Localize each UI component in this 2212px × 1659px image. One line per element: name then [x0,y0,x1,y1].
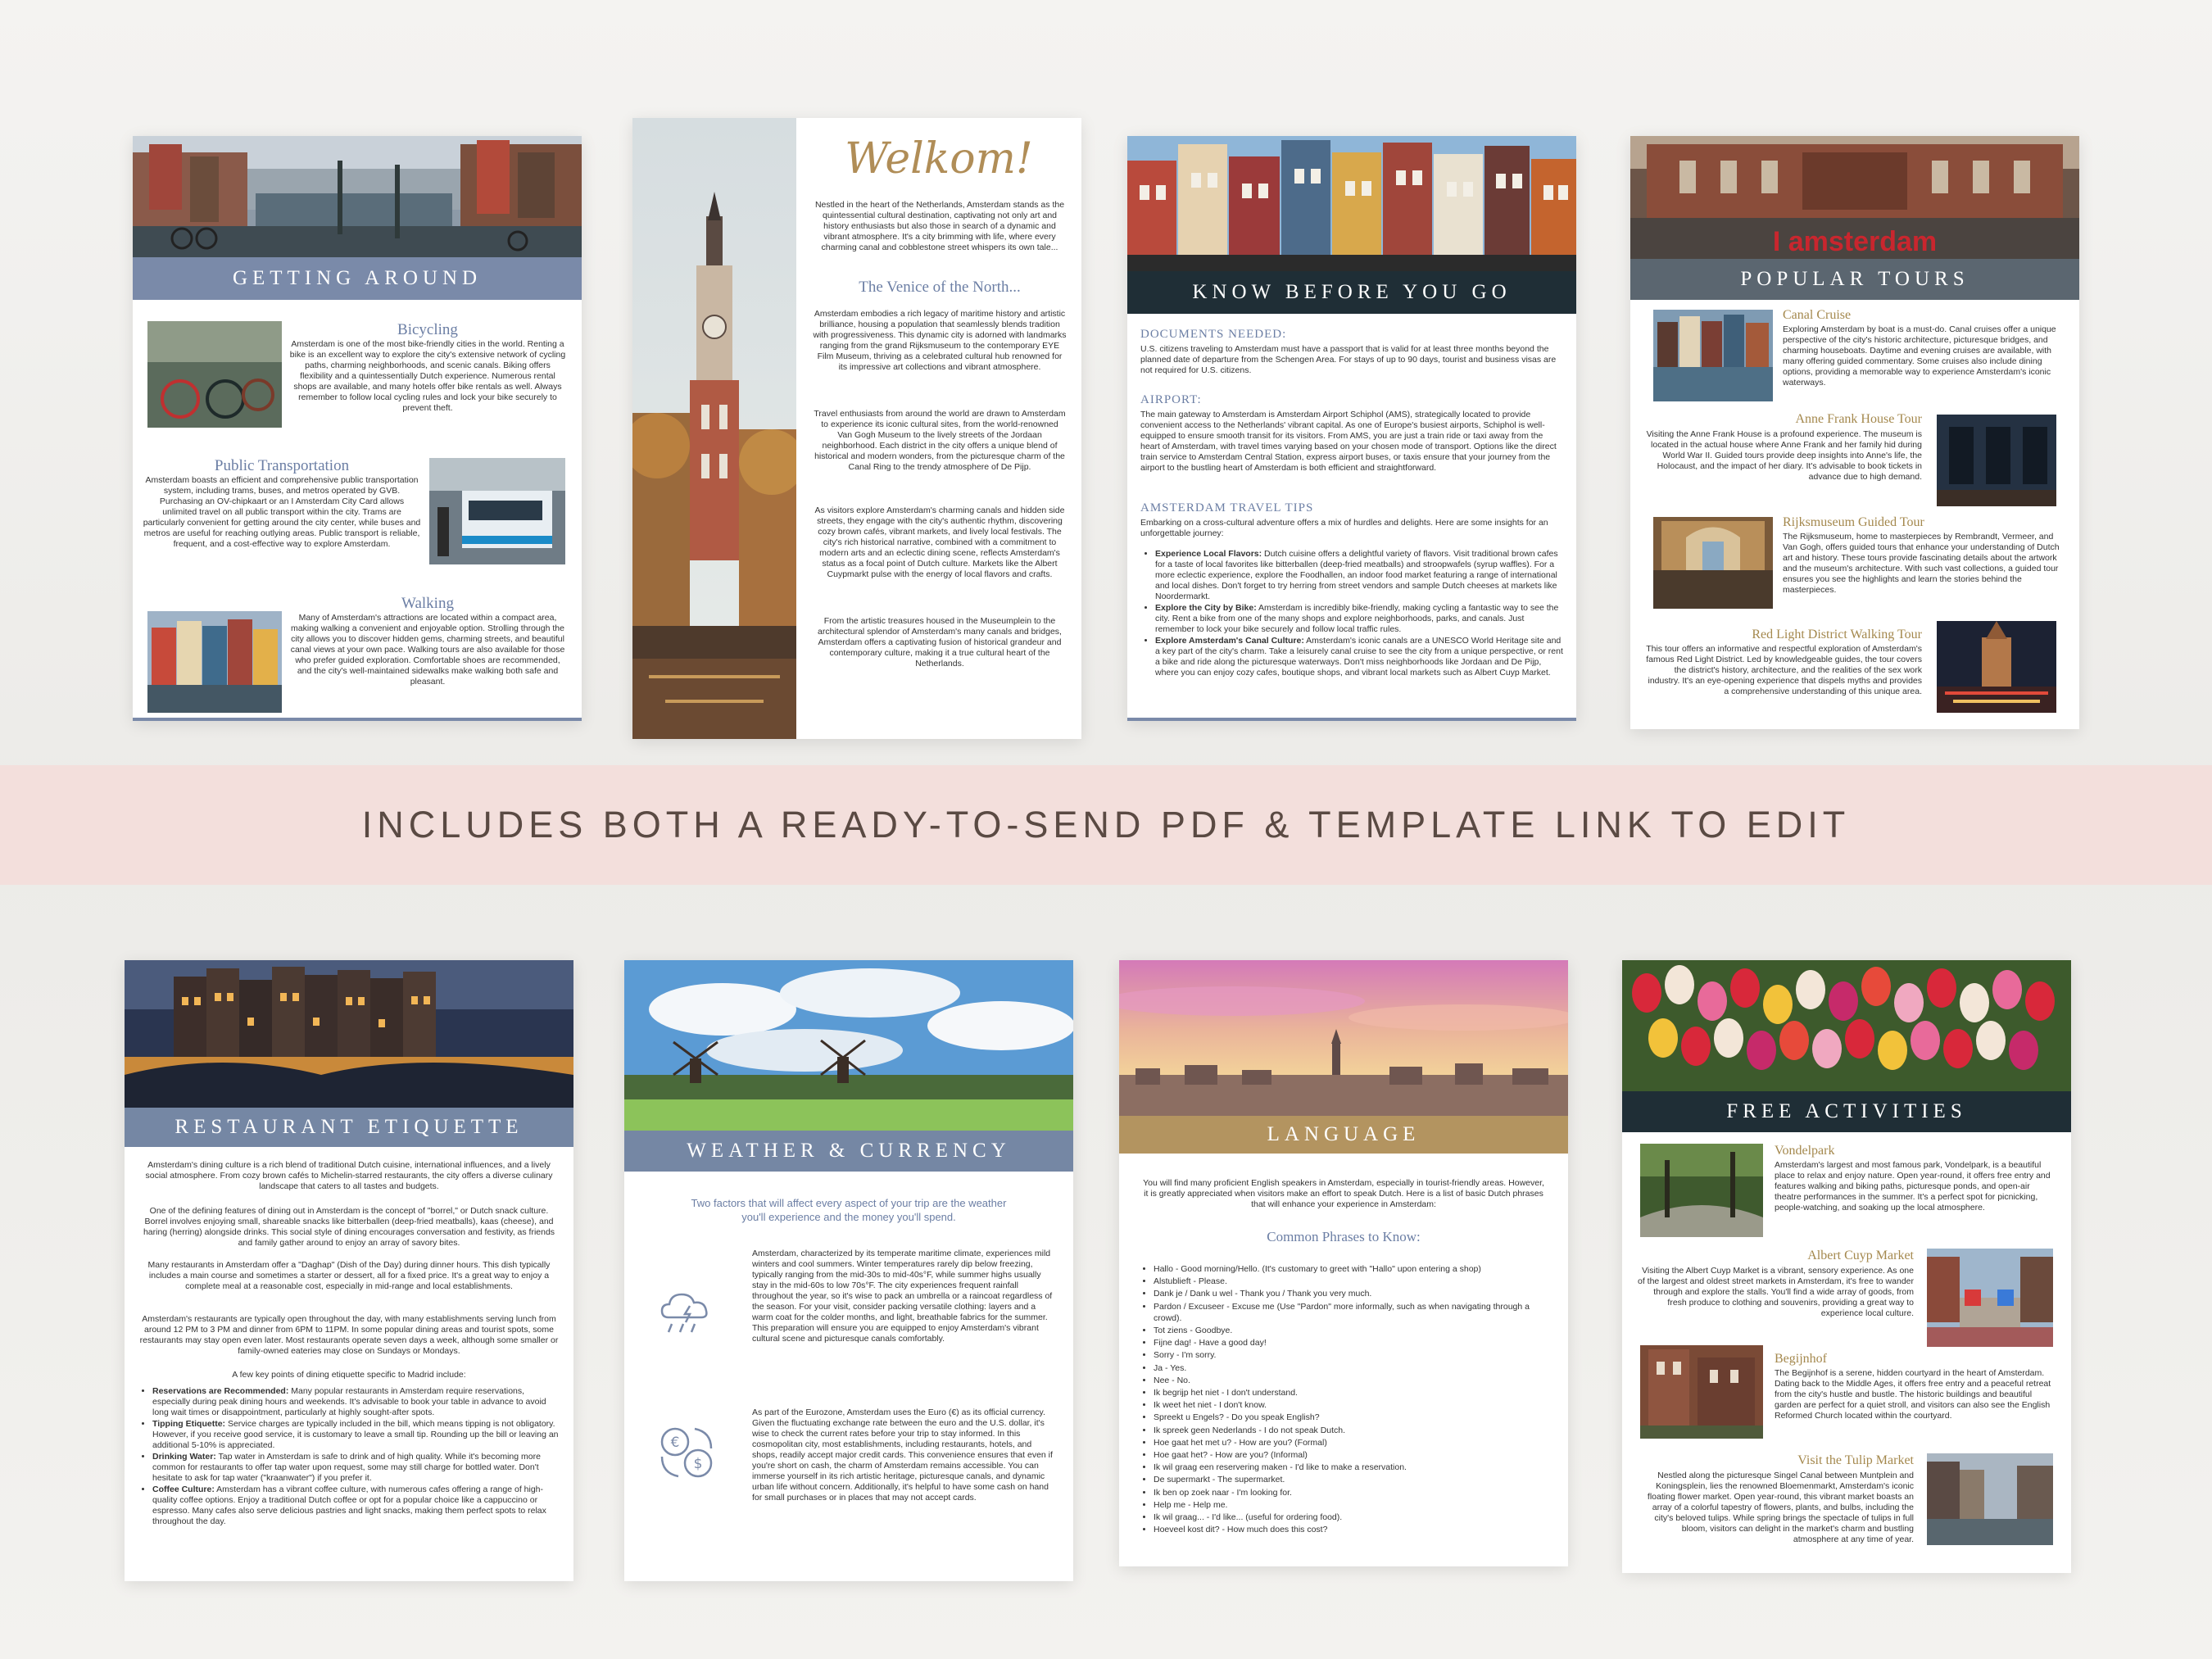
colorful-canal-houses-photo [1127,136,1576,271]
sunset-skyline-photo [1119,960,1568,1116]
walking-heading: Walking [401,595,454,612]
currency-body: As part of the Eurozone, Amsterdam uses the Euro (€) as its official currency. Given the fluctuating exchange rate between the euro and the U.S. dollar, it's wise to check the current rates before your trip to stay informed. In this cosmopolitan city, most establishments, including restaurants, hotels, and shops, readily accept major credit cards. This convenience ensures that even if you're short on cash, the charm of Amsterdam remains accessible. You can immerse yourself in its rich artistic heritage, picturesque canals, and dynamic urban life without concern. Additionally, it's helpful to have some cash on hand for small purchases or in places that may not accept cards. [752,1407,1053,1503]
vondelpark-body: Amsterdam's largest and most famous park, Vondelpark, is a beautiful place to relax and enjoy nature. Open year-round, it offers free entry and features walking and biking paths, picturesque ponds, and open-air theatre performances in the summer. It's a perfect spot for picnicking, people-watching, and soaking up the local atmosphere. [1775,1160,2051,1213]
bicycles-thumbnail [147,321,282,428]
know-before-title: KNOW BEFORE YOU GO [1127,271,1576,314]
tulip-market-body: Nestled along the picturesque Singel Canal between Muntplein and Koningsplein, lies the renowned Bloemenmarkt, Amsterdam's iconic floating flower market. Open year-round, this vibrant market boasts an array of a colorful tapestry of flowers, plants, and bulbs, including the city's beloved tulips. While spring brings the spectacle of tulips in full bloom, visitors can delight in the market's charm and bustling atmosphere at any time of year. [1647,1471,1914,1544]
free-activities-title: FREE ACTIVITIES [1622,1091,2071,1132]
phrase-item: • Help me - Help me. [1154,1499,1548,1511]
public-transport-heading: Public Transportation [214,457,350,474]
bicycling-heading: Bicycling [397,321,458,338]
red-light-thumbnail [1937,621,2056,713]
welkom-intro: Nestled in the heart of the Netherlands, Amsterdam stands as the quintessential cultural destination, captivating not only art and history enthusiasts but also those in search of a dynamic and vibrant atmosphere. It's a city brimming with life, where every charming canal and cobblestone street whispers its own tale... [814,200,1065,252]
anne-frank-thumbnail [1937,415,2056,506]
canal-houses-thumbnail [147,611,282,713]
bicycling-body: Amsterdam is one of the most bike-friendly cities in the world. Renting a bike is an excellent way to explore the city's extensive network of cycling paths, charming neighborhoods, and scenic canals. Biking offers flexibility and a quintessentially Dutch experience. Numerous rental shops are available, and many hotels offer bike rentals as well. Always remember to follow local cycling rules and lock your bike securely to prevent theft. [289,339,566,413]
restaurant-p5: A few key points of dining etiquette specific to Madrid include: [232,1370,466,1380]
weather-title: WEATHER & CURRENCY [624,1131,1073,1172]
rijksmuseum-body: The Rijksmuseum, home to masterpieces by Rembrandt, Vermeer, and Van Gogh, offers guided tours that enhance your understanding of Dutch art and history. These tours provide fascinating details about the artwork and the museum's architecture. With such vast collections, a guided tour ensures you see the highlights and learn the stories behind the masterpieces. [1783,532,2060,595]
rijksmuseum-heading: Rijksmuseum Guided Tour [1783,515,1924,529]
rijksmuseum-thumbnail [1653,517,1773,609]
phrase-item: • De supermarkt - The supermarket. [1154,1474,1548,1485]
phrase-item: • Nee - No. [1154,1375,1548,1386]
page-weather [624,960,1073,1581]
page-getting-around [133,136,582,721]
phrase-item: • Ik wil graag... - I'd like... (useful for ordering food). [1154,1512,1548,1523]
tip-item: • Explore Amsterdam's Canal Culture: Amsterdam's iconic canals are a UNESCO World Heritage site and a key part of the city's charm. Take a leisurely canal cruise to see the city from a unique perspective, or rent a bike and ride along the picturesque waterways. Don't miss neighborhoods like Jordaan and De Pijp, where you can enjoy cozy cafes, boutique shops, and vibrant local markets such as Albert Cuyp Market. [1155,636,1563,678]
welkom-p3: As visitors explore Amsterdam's charming canals and hidden side streets, they engage with the city's authentic rhythm, discovering cozy brown cafés, vibrant markets, and lively local festivals. The city's rich historical narrative, combined with a commitment to modern arts and an eclectic dining scene, reflects Amsterdam's status as a focal point of Dutch culture. Markets like the Albert Cuypmarkt pulse with the energy of local flavors and crafts. [814,505,1065,579]
canal-cruise-body: Exploring Amsterdam by boat is a must-do. Canal cruises offer a unique perspective of the city's historic architecture, picturesque bridges, and charming houseboats. Daytime and evening cruises are available, with many offering guided commentary. Some cruises also include dining options, providing a memorable way to experience Amsterdam's iconic waterways. [1783,324,2056,388]
canal-street-photo [133,136,582,257]
airport-heading: AIRPORT: [1140,393,1202,406]
page-popular-tours [1630,136,2079,729]
phrase-item: • Spreekt u Engels? - Do you speak English? [1154,1412,1548,1423]
phrase-item: • Hoe gaat het? - How are you? (Informal) [1154,1449,1548,1461]
restaurant-p1: Amsterdam's dining culture is a rich blend of traditional Dutch cuisine, international influences, and a lively social atmosphere. From cozy brown cafés to Michelin-starred restaurants, the city offers a diverse culinary landscape that caters to all tastes and budgets. [145,1160,553,1191]
banner-text: INCLUDES BOTH A READY-TO-SEND PDF & TEMPLATE LINK TO EDIT [361,804,1851,845]
page-restaurant [125,960,573,1581]
tip-item: • Experience Local Flavors: Dutch cuisine offers a delightful variety of flavors. Visit traditional brown cafes for a taste of local favorites like bitterballen (deep-fried meatballs) and stroopwafels (syrup waffles). For a more eclectic experience, explore the Foodhallen, an indoor food market featuring a range of international and local dishes. Don't forget to try herring from street vendors and sample Dutch cheeses at markets like Noordermarkt. [1155,549,1563,602]
page-know-before [1127,136,1576,721]
vondelpark-thumbnail [1640,1144,1763,1237]
phrase-item: • Tot ziens - Goodbye. [1154,1325,1548,1336]
phrase-item: • Ja - Yes. [1154,1362,1548,1374]
phrase-item: • Alstublieft - Please. [1154,1276,1548,1287]
tulip-market-thumbnail [1927,1453,2053,1545]
documents-heading: DOCUMENTS NEEDED: [1140,328,1287,341]
travel-tips-heading: AMSTERDAM TRAVEL TIPS [1140,501,1314,514]
anne-frank-heading: Anne Frank House Tour [1795,412,1922,426]
restaurant-p2: One of the defining features of dining out in Amsterdam is the concept of "borrel," or Dutch snack culture. Borrel involves enjoying small, shareable snacks like bitterballen (deep-fried meatballs), kaas (cheese), and haring (herring) alongside drinks. This social style of dining encourages conversation and festivity, as friends and family gather around to enjoy an array of savory bites. [143,1206,555,1248]
phrase-item: • Ik begrijp het niet - I don't understand. [1154,1387,1548,1398]
phrase-item: • Ik spreek geen Nederlands - I do not speak Dutch. [1154,1425,1548,1436]
includes-banner [0,765,2212,885]
begijnhof-heading: Begijnhof [1775,1352,1827,1366]
welkom-subtitle: The Venice of the North... [859,279,1021,296]
albert-cuyp-heading: Albert Cuyp Market [1807,1249,1914,1262]
welkom-p4: From the artistic treasures housed in the Museumplein to the architectural splendor of Amsterdam's many canals and bridges, Amsterdam offers a captivating fusion of historical grandeur and contemporary culture, making it a true cultural heart of the Netherlands. [818,616,1062,669]
page-language [1119,960,1568,1566]
phrase-item: • Hallo - Good morning/Hello. (It's customary to greet with "Hallo" upon entering a shop) [1154,1263,1548,1275]
phrase-item: • Sorry - I'm sorry. [1154,1349,1548,1361]
bottom-rule [1127,718,1576,721]
phrases-list [1139,1263,1548,1536]
weather-body: Amsterdam, characterized by its temperate maritime climate, experiences mild winters and cool summers. Winter temperatures rarely dip below freezing, typically ranging from the mid-30s to mid-40s°F, while summer highs usually stay in the mid-60s to low 70s°F. The city experiences frequent rainfall throughout the year, so it's wise to pack an umbrella or a raincoat regardless of the season. For your visit, consider packing versatile clothing: layers and a warm coat for the colder months, and light, breathable fabrics for the summer. This preparation will ensure you are equipped to enjoy Amsterdam's vibrant cultural scene and picturesque canals comfortably. [752,1249,1053,1344]
welkom-p1: Amsterdam embodies a rich legacy of maritime history and artistic brilliance, housing a population that seamlessly blends tradition with progressiveness. This dynamic city is adorned with landmarks ranging from the grand Rijksmuseum to the contemporary EYE Film Museum, thriving as a celebrated cultural hub renowned for its impressive art collections and vibrant atmosphere. [813,309,1067,372]
etiquette-item: • Drinking Water: Tap water in Amsterdam is safe to drink and of high quality. While it's becoming more common for restaurants to offer tap water upon request, some may still charge for bottled water. Don't hesitate to ask for tap water ("kraanwater") if you prefer it. [152,1452,560,1484]
phrase-item: • Fijne dag! - Have a good day! [1154,1337,1548,1349]
albert-cuyp-body: Visiting the Albert Cuyp Market is a vibrant, sensory experience. As one of the largest and oldest street markets in Amsterdam, it's free to wander through and explore the stalls. You'll find a wide array of goods, from fresh produce to clothing and souvenirs, providing a great way to experience local culture. [1638,1266,1914,1318]
etiquette-item: • Reservations are Recommended: Many popular restaurants in Amsterdam require reservations, especially during peak dining hours and weekends. It's advisable to book your table in advance to avoid long wait times or disappointment, particularly at highly sought-after spots. [152,1386,560,1418]
clock-tower-photo [632,118,796,739]
phrase-item: • Hoeveel kost dit? - How much does this cost? [1154,1524,1548,1535]
canal-night-photo [125,960,573,1108]
restaurant-p3: Many restaurants in Amsterdam offer a "Daghap" (Dish of the Day) during dinner hours. This dish typically includes a main course and sometimes a starter or dessert, all for a fixed price. It's a great way to enjoy a complete meal at a reasonable cost, especially in mid-range and local establishments. [147,1260,551,1291]
etiquette-item: • Tipping Etiquette: Service charges are typically included in the bill, which means tipping is not obligatory. However, if you receive good service, it is customary to leave a small tip. Rounding up the bill or leaving an additional 5-10% is appreciated. [152,1419,560,1451]
phrase-item: • Dank je / Dank u wel - Thank you / Thank you very much. [1154,1288,1548,1299]
i-amsterdam-sign: I amsterdam [1772,226,1938,257]
albert-cuyp-thumbnail [1927,1249,2053,1347]
language-title: LANGUAGE [1119,1116,1568,1154]
travel-tips-intro: Embarking on a cross-cultural adventure offers a mix of hurdles and delights. Here are some insights for an unforgettable journey: [1140,518,1548,538]
svg-text:€: € [670,1435,680,1451]
currency-exchange-icon [654,1419,719,1484]
weather-icon [654,1285,719,1342]
restaurant-bullets [138,1386,560,1528]
phrase-item: • Ik ben op zoek naar - I'm looking for. [1154,1487,1548,1498]
phrase-item: • Hoe gaat het met u? - How are you? (Formal) [1154,1437,1548,1448]
public-transport-body: Amsterdam boasts an efficient and comprehensive public transportation system, including trams, buses, and metros operated by GVB. Purchasing an OV-chipkaart or an I Amsterdam City Card allows unlimited travel on all public transport within the city. Trams are particularly convenient for getting around the city center, while buses and metros are useful for reaching outlying areas. Public transport is reliable, frequent, and a cost-effective way to explore Amsterdam. [143,475,421,549]
phrase-item: • Ik wil graag een reservering maken - I'd like to make a reservation. [1154,1462,1548,1473]
phrases-heading: Common Phrases to Know: [1267,1229,1421,1244]
red-light-body: This tour offers an informative and respectful exploration of Amsterdam's famous Red Light District. Led by knowledgeable guides, the tour covers the district's history, architecture, and the realities of the sex work industry. It's an eye-opening experience that dispels myths and provides a comprehensive understanding of this unique area. [1646,644,1922,696]
svg-text:$: $ [693,1456,703,1472]
tram-thumbnail [429,458,565,564]
phrase-item: • Pardon / Excuseer - Excuse me (Use "Pardon" more informally, such as when navigating through a crowd). [1154,1301,1548,1324]
tip-item: • Explore the City by Bike: Amsterdam is incredibly bike-friendly, making cycling a fantastic way to see the city. Rent a bike from one of the many shops and explore neighborhoods, parks, and canals. Just remember to lock your bike securely and follow local traffic rules. [1155,603,1563,635]
canal-cruise-thumbnail [1653,310,1773,401]
rijksmuseum-sign-photo [1630,136,2079,259]
welkom-p2: Travel enthusiasts from around the world are drawn to Amsterdam to experience its iconic cultural sites, from the world-renowned Van Gogh Museum to the lively streets of the Jordaan neighborhood. Each district in the city offers a unique blend of historical and modern wonders, from the picturesque charm of the Canal Ring to the trendy atmosphere of De Pijp. [814,409,1066,472]
documents-body: U.S. citizens traveling to Amsterdam must have a passport that is valid for at least three months beyond the planned date of departure from the Schengen Area. For stays of up to 90 days, tourist and business visas are not required for U.S. citizens. [1140,344,1557,375]
page-free-activities [1622,960,2071,1573]
anne-frank-body: Visiting the Anne Frank House is a profound experience. The museum is located in the actual house where Anne Frank and her family hid during World War II. Guided tours provide deep insights into Anne's life, the Holocaust, and the impact of her diary. It's advisable to book tickets in advance due to high demand. [1646,429,1922,482]
welkom-script-title: Welkom! [845,134,1033,184]
vondelpark-heading: Vondelpark [1775,1144,1835,1158]
phrase-item: • Ik weet het niet - I don't know. [1154,1399,1548,1411]
restaurant-title: RESTAURANT ETIQUETTE [125,1108,573,1147]
restaurant-p4: Amsterdam's restaurants are typically open throughout the day, with many establishments serving lunch from around 12 PM to 3 PM and dinner from 6PM to 11PM. In some popular dining areas and tourist spots, some restaurants may stay open even later. Most restaurants operate seven days a week, although some smaller or family-owned eateries may close on Sundays or Mondays. [139,1314,559,1356]
weather-intro: Two factors that will affect every aspect of your trip are the weather you'll experience and the money you'll spend. [691,1197,1007,1223]
getting-around-title: GETTING AROUND [133,257,582,300]
tulip-market-heading: Visit the Tulip Market [1797,1453,1914,1467]
travel-tips-list [1140,549,1563,679]
bottom-rule [133,718,582,721]
airport-body: The main gateway to Amsterdam is Amsterdam Airport Schiphol (AMS), strategically located to provide convenient access to the Netherlands' vibrant capital. As one of Europe's busiest airports, Schiphol is well-equipped to ensure smooth transit for its visitors. From AMS, you are just a train ride or taxi away from the heart of Amsterdam, with travel times varying based on your chosen mode of transport. Options like the direct train service to Amsterdam Central Station, express airport buses, or taxis ensure that your journey from the airport to the bustling heart of Amsterdam is both efficient and straightforward. [1140,410,1557,473]
begijnhof-thumbnail [1640,1345,1763,1439]
windmills-photo [624,960,1073,1144]
page-welkom [632,118,1081,739]
etiquette-item: • Coffee Culture: Amsterdam has a vibrant coffee culture, with numerous cafes offering a range of high-quality coffee options. Enjoy a traditional Dutch coffee or opt for a popular choice like a cappuccino or espresso. Many cafes also serve delicious pastries and light snacks, making them perfect spots to relax throughout the day. [152,1484,560,1527]
red-light-heading: Red Light District Walking Tour [1752,628,1922,641]
begijnhof-body: The Begijnhof is a serene, hidden courtyard in the heart of Amsterdam. Dating back to the Middle Ages, it offers free entry and a peaceful retreat from the city's hustle and bustle. The historic buildings and beautiful garden are perfect for a quiet stroll, and visitors can also see the English Reformed Church located within the courtyard. [1775,1368,2051,1421]
popular-tours-title: POPULAR TOURS [1630,259,2079,300]
language-intro: You will find many proficient English speakers in Amsterdam, especially in tourist-friendly areas. However, it is greatly appreciated when visitors make an effort to speak Dutch. Here is a list of basic Dutch phrases that will enhance your experience in Amsterdam: [1143,1178,1544,1209]
walking-body: Many of Amsterdam's attractions are located within a compact area, making walking a convenient and enjoyable option. Strolling through the city allows you to discover hidden gems, charming streets, and beautiful canal views at your own pace. Walking tours are also available for those who prefer guided exploration. Comfortable shoes are recommended, and the city's well-maintained sidewalks make walking both safe and pleasant. [290,613,565,687]
canal-cruise-heading: Canal Cruise [1783,308,1852,322]
tulips-photo [1622,960,2071,1091]
